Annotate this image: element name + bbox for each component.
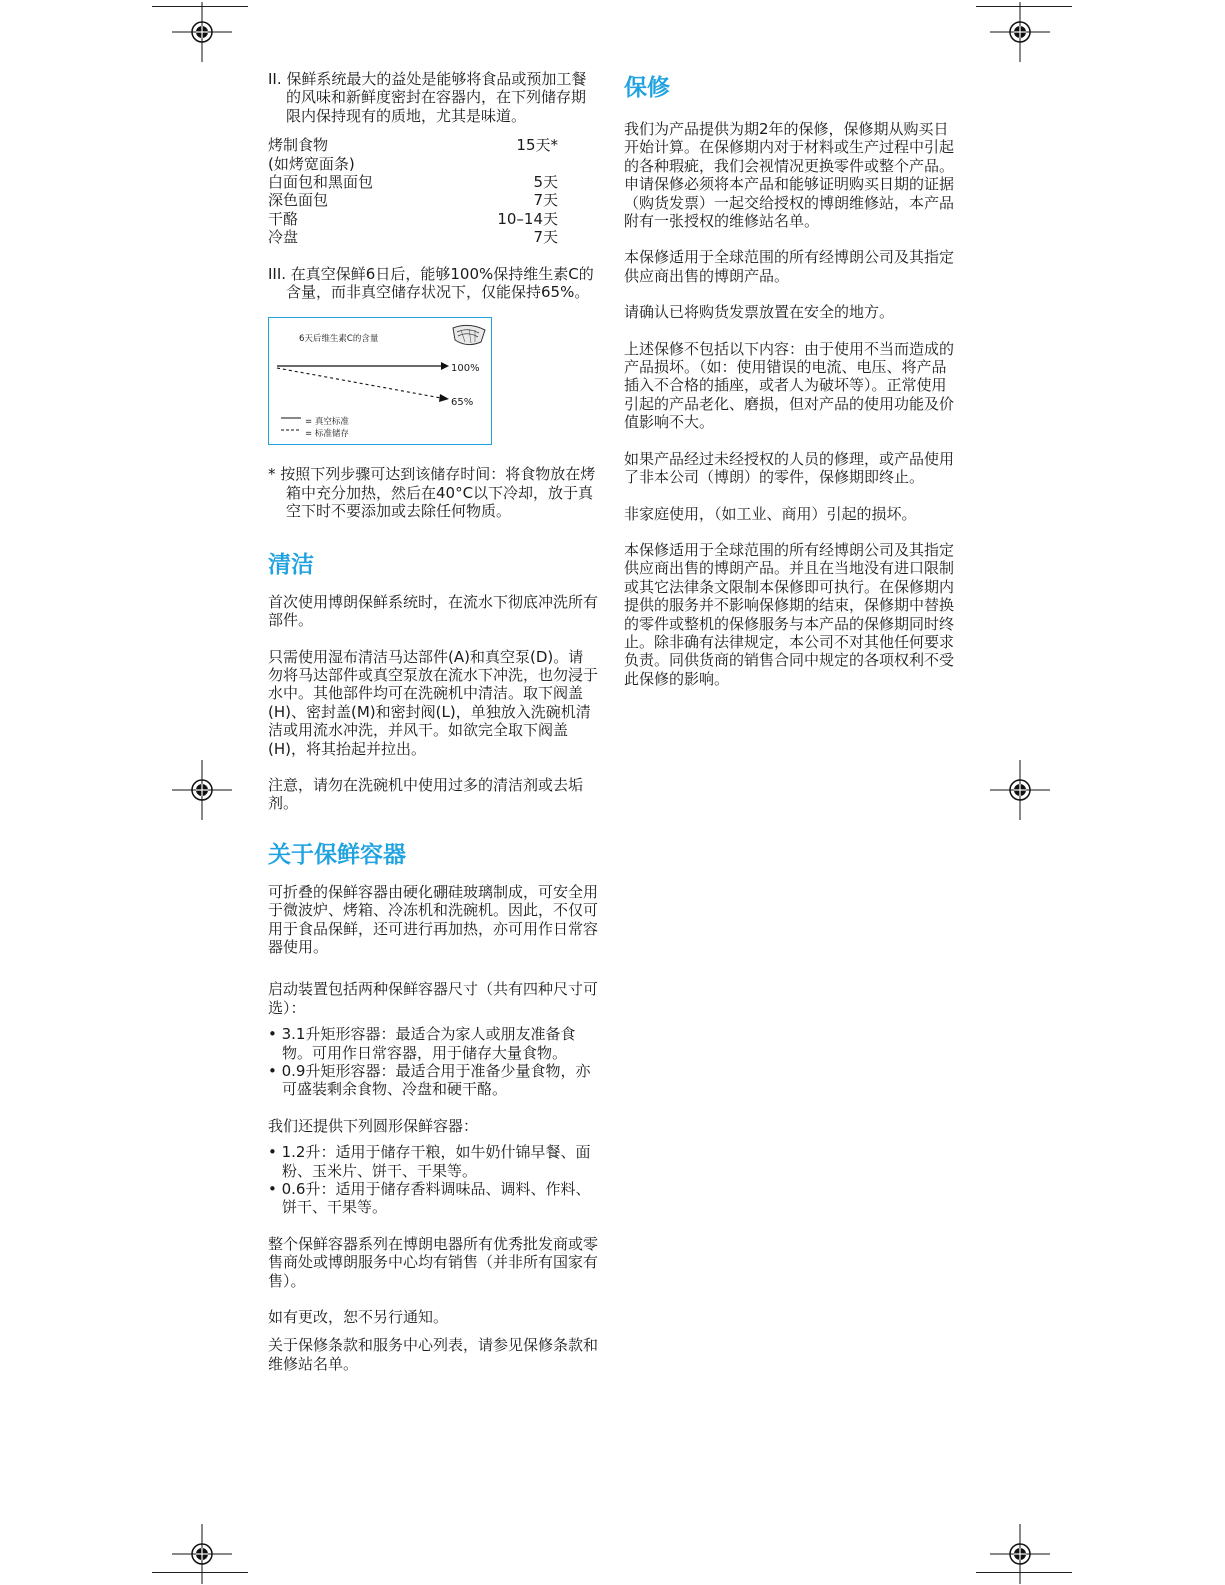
label-65: 65% [451,397,474,409]
food-name: 烤制食物 [268,136,329,155]
food-name: 白面包和黑面包 [268,173,374,192]
table-row [268,155,558,173]
cleaning-paragraph-3: 注意，请勿在洗碗机中使用过多的清洁剂或去垢剂。 [268,775,584,813]
warranty-paragraph-5: 如果产品经过未经授权的人员的修理，或产品使用了非本公司（博朗）的零件，保修期即终止。 [624,449,955,487]
warranty-paragraph-7: 本保修适用于全球范围的所有经博朗公司及其指定供应商出售的博朗产品。并且在当地没有进口限制或其它法律条文限制本保修即可执行。在保修期内提供的服务并不影响保修期的结束，保修期中替换的零件或整机的保修服务与本产品的保修期同时终止。除非确有法律规定，本公司不对其他任何要求负责。同供货商的销售合同中规定的各项权利不受此保修的影响。 [624,540,955,688]
food-name: 冷盘 [268,228,299,247]
vitamin-c-chart [268,317,492,445]
standard-line [277,368,441,398]
cleaning-paragraph-1: 首次使用博朗保鲜系统时，在流水下彻底冲洗所有部件。 [268,592,599,630]
food-name: 深色面包 [268,191,329,210]
storage-table [268,136,558,246]
storage-duration [452,155,558,173]
benefit-item-2: II. 保鲜系统最大的益处是能够将食品或预加工餐的风味和新鲜度密封在容器内，在下列储存期限内保持现有的质地，尤其是味道。 [268,70,587,125]
table-row [268,191,558,209]
legend-solid: = 真空标准 [305,417,349,428]
registration-mark-icon [990,2,1050,62]
registration-mark-icon [172,1524,232,1584]
chart-title: 6天后维生素C的含量 [299,334,379,345]
round-container-list [268,1143,598,1217]
warranty-paragraph-1: 我们为产品提供为期2年的保修，保修期从购买日开始计算。在保修期内对于材料或生产过程中引起的各种瑕疵，我们会视情况更换零件或整个产品。申请保修必须将本产品和能够证明购买日期的证据（购货发票）一起交给授权的博朗维修站，本产品附有一张授权的维修站名单。 [624,120,955,231]
containers-heading: 关于保鲜容器 [268,841,406,868]
warranty-paragraph-6: 非家庭使用，（如工业、商用）引起的损坏。 [624,504,917,523]
label-100: 100% [451,363,480,375]
containers-paragraph-1: 可折叠的保鲜容器由硬化硼硅玻璃制成，可安全用于微波炉、烤箱、冷冻机和洗碗机。因此，不仅可用于食品保鲜，还可进行再加热，亦可用作日常容器使用。 [268,882,599,956]
registration-mark-icon [172,2,232,62]
warranty-paragraph-2: 本保修适用于全球范围的所有经博朗公司及其指定供应商出售的博朗产品。 [624,248,955,285]
list-item: • 1.2升：适用于储存干粮，如牛奶什锦早餐、面粉、玉米片、饼干、干果等。 [268,1143,591,1180]
legend-dashed: = 标准储存 [305,429,349,440]
footnote: * 按照下列步骤可达到该储存时间：将食物放在烤箱中充分加热，然后在40°C以下冷却，放于真空下时不要添加或去除任何物质。 [268,465,596,521]
left-column [268,70,598,1373]
table-row [268,210,558,228]
containers-paragraph-4: 整个保鲜容器系列在博朗电器所有优秀批发商或零售商处或博朗服务中心均有销售（并非所有国家有售）。 [268,1234,599,1290]
vacuum-arrow-icon [441,362,449,370]
table-row [268,173,558,191]
cleaning-paragraph-2: 只需使用湿布清洁马达部件(A)和真空泵(D)。请勿将马达部件或真空泵放在流水下冲洗，也勿浸于水中。其他部件均可在洗碗机中清洁。取下阀盖(H)、密封盖(M)和密封阀(L)，单独放入洗碗机清洁或用流水冲洗，并风干。如欲完全取下阀盖(H)，将其抬起并拉出。 [268,647,599,758]
storage-duration: 7天 [533,228,558,247]
list-item: • 0.6升：适用于储存香料调味品、调料、作料、饼干、干果等。 [268,1180,591,1217]
registration-mark-icon [990,760,1050,820]
warranty-paragraph-4: 上述保修不包括以下内容：由于使用不当而造成的产品损坏。（如：使用错误的电流、电压、将产品插入不合格的插座，或者人为破坏等）。正常使用引起的产品老化、磨损，但对产品的使用功能及价值影响不大。 [624,339,955,432]
right-column [624,70,954,688]
list-item: • 3.1升矩形容器：最适合为家人或朋友准备食物。可用作日常容器，用于储存大量食物。 [268,1025,576,1062]
storage-duration: 10–14天 [497,209,558,228]
cleaning-heading: 清洁 [268,551,314,578]
list-item: • 0.9升矩形容器：最适合用于准备少量食物，亦可盛装剩余食物、冷盘和硬干酪。 [268,1062,591,1099]
storage-duration: 15天* [516,136,558,155]
food-name: (如烤宽面条) [268,154,355,173]
warranty-paragraph-3: 请确认已将购货发票放置在安全的地方。 [624,303,895,322]
storage-duration: 7天 [533,191,558,210]
rectangular-container-list [268,1025,598,1099]
containers-paragraph-6: 关于保修条款和服务中心列表，请参见保修条款和维修站名单。 [268,1336,599,1373]
standard-arrow-icon [439,394,449,402]
table-row [268,228,558,246]
table-row [268,136,558,154]
registration-mark-icon [990,1524,1050,1584]
benefit-item-3: III. 在真空保鲜6日后，能够100%保持维生素C的含量，而非真空储存状况下，仅能保持65%。 [268,264,594,302]
containers-paragraph-3: 我们还提供下列圆形保鲜容器： [268,1116,479,1135]
registration-mark-icon [172,760,232,820]
containers-paragraph-5: 如有更改，恕不另行通知。 [268,1308,449,1327]
warranty-heading: 保修 [624,75,670,101]
food-icon [453,326,485,345]
food-name: 干酪 [268,209,299,228]
containers-paragraph-2: 启动装置包括两种保鲜容器尺寸（共有四种尺寸可选）： [268,980,599,1017]
storage-duration: 5天 [533,173,558,192]
